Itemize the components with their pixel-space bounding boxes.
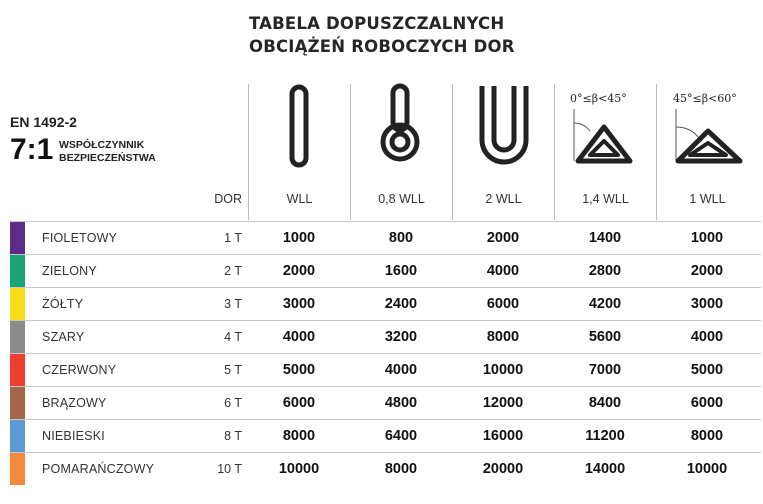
color-name: FIOLETOWY (42, 231, 118, 245)
standard-label: EN 1492-2 (10, 114, 77, 130)
wll-value: 12000 (482, 395, 524, 411)
dor-capacity: 10 T (217, 462, 242, 476)
wll-value: 4000 (486, 263, 520, 279)
safety-factor-label (59, 139, 156, 165)
title-line-1: TABELA DOPUSZCZALNYCH (249, 14, 505, 33)
dor-capacity: 1 T (224, 231, 242, 245)
wll-value: 800 (388, 230, 414, 246)
wll-value: 8000 (384, 461, 418, 477)
choke-lift-icon (374, 82, 428, 172)
dor-capacity: 3 T (224, 297, 242, 311)
wll-value: 1600 (384, 263, 418, 279)
row-divider (10, 254, 761, 255)
row-divider (10, 386, 761, 387)
wll-value: 8000 (282, 428, 316, 444)
row-divider (10, 353, 761, 354)
row-divider (10, 419, 761, 420)
wll-value: 1000 (282, 230, 316, 246)
wll-value: 4800 (384, 395, 418, 411)
column-header: WLL (286, 192, 313, 206)
safety-ratio: 7:1 (10, 133, 54, 166)
color-name: CZERWONY (42, 363, 117, 377)
wll-value: 16000 (482, 428, 524, 444)
wll-value: 2000 (282, 263, 316, 279)
row-divider (10, 221, 761, 222)
wll-value: 7000 (588, 362, 622, 378)
wll-value: 10000 (686, 461, 728, 477)
color-swatch (10, 321, 25, 353)
wll-value: 3000 (690, 296, 724, 312)
color-swatch (10, 288, 25, 320)
color-swatch (10, 222, 25, 254)
wll-value: 5000 (690, 362, 724, 378)
table-row (0, 320, 763, 353)
color-swatch (10, 354, 25, 386)
table-title (249, 12, 515, 58)
color-swatch (10, 255, 25, 287)
wll-value: 5000 (282, 362, 316, 378)
table-row (0, 287, 763, 320)
dor-capacity: 2 T (224, 264, 242, 278)
wll-value: 4000 (282, 329, 316, 345)
wll-value: 3000 (282, 296, 316, 312)
wll-value: 6000 (282, 395, 316, 411)
wll-value: 6000 (486, 296, 520, 312)
table-row (0, 386, 763, 419)
wll-value: 1400 (588, 230, 622, 246)
wll-value: 1000 (690, 230, 724, 246)
color-name: BRĄZOWY (42, 396, 107, 410)
wll-value: 8000 (690, 428, 724, 444)
column-header: 1 WLL (689, 192, 726, 206)
wll-value: 4000 (384, 362, 418, 378)
color-swatch (10, 453, 25, 485)
dor-capacity: 8 T (224, 429, 242, 443)
wll-value: 10000 (482, 362, 524, 378)
wll-value: 2000 (690, 263, 724, 279)
color-name: NIEBIESKI (42, 429, 105, 443)
basket-angle-45-icon (568, 105, 644, 171)
column-header: 1,4 WLL (582, 192, 629, 206)
color-name: ZIELONY (42, 264, 97, 278)
straight-lift-icon (284, 84, 314, 170)
table-row (0, 353, 763, 386)
wll-value: 20000 (482, 461, 524, 477)
safety-factor-line-1: WSPÓŁCZYNNIK (59, 139, 145, 151)
wll-value: 2400 (384, 296, 418, 312)
row-divider (10, 287, 761, 288)
color-name: POMARAŃCZOWY (42, 462, 155, 476)
wll-value: 10000 (278, 461, 320, 477)
dor-capacity: 5 T (224, 363, 242, 377)
wll-value: 5600 (588, 329, 622, 345)
table-row (0, 419, 763, 452)
wll-value: 6400 (384, 428, 418, 444)
dor-capacity: 4 T (224, 330, 242, 344)
wll-value: 3200 (384, 329, 418, 345)
column-header: 2 WLL (485, 192, 522, 206)
safety-factor-line-2: BEZPIECZEŃSTWA (59, 152, 156, 164)
basket-lift-icon (474, 82, 534, 172)
color-name: SZARY (42, 330, 85, 344)
wll-value: 14000 (584, 461, 626, 477)
wll-value: 4000 (690, 329, 724, 345)
wll-value: 2000 (486, 230, 520, 246)
color-name: ŻÓŁTY (42, 297, 84, 311)
table-row (0, 452, 763, 485)
wll-value: 2800 (588, 263, 622, 279)
wll-value: 8000 (486, 329, 520, 345)
color-swatch (10, 387, 25, 419)
title-line-2: OBCIĄŻEŃ ROBOCZYCH DOR (249, 37, 515, 56)
row-divider (10, 320, 761, 321)
wll-value: 11200 (585, 428, 625, 444)
dor-column-header: DOR (214, 192, 242, 206)
wll-value: 8400 (588, 395, 622, 411)
basket-angle-60-icon (670, 105, 750, 171)
angle-range-label: 0°≤β<45° (570, 92, 627, 105)
dor-capacity: 6 T (224, 396, 242, 410)
column-header: 0,8 WLL (378, 192, 425, 206)
wll-value: 4200 (588, 296, 622, 312)
wll-value: 6000 (690, 395, 724, 411)
row-divider (10, 452, 761, 453)
color-swatch (10, 420, 25, 452)
angle-range-label: 45°≤β<60° (673, 92, 737, 105)
table-row (0, 254, 763, 287)
table-row (0, 221, 763, 254)
